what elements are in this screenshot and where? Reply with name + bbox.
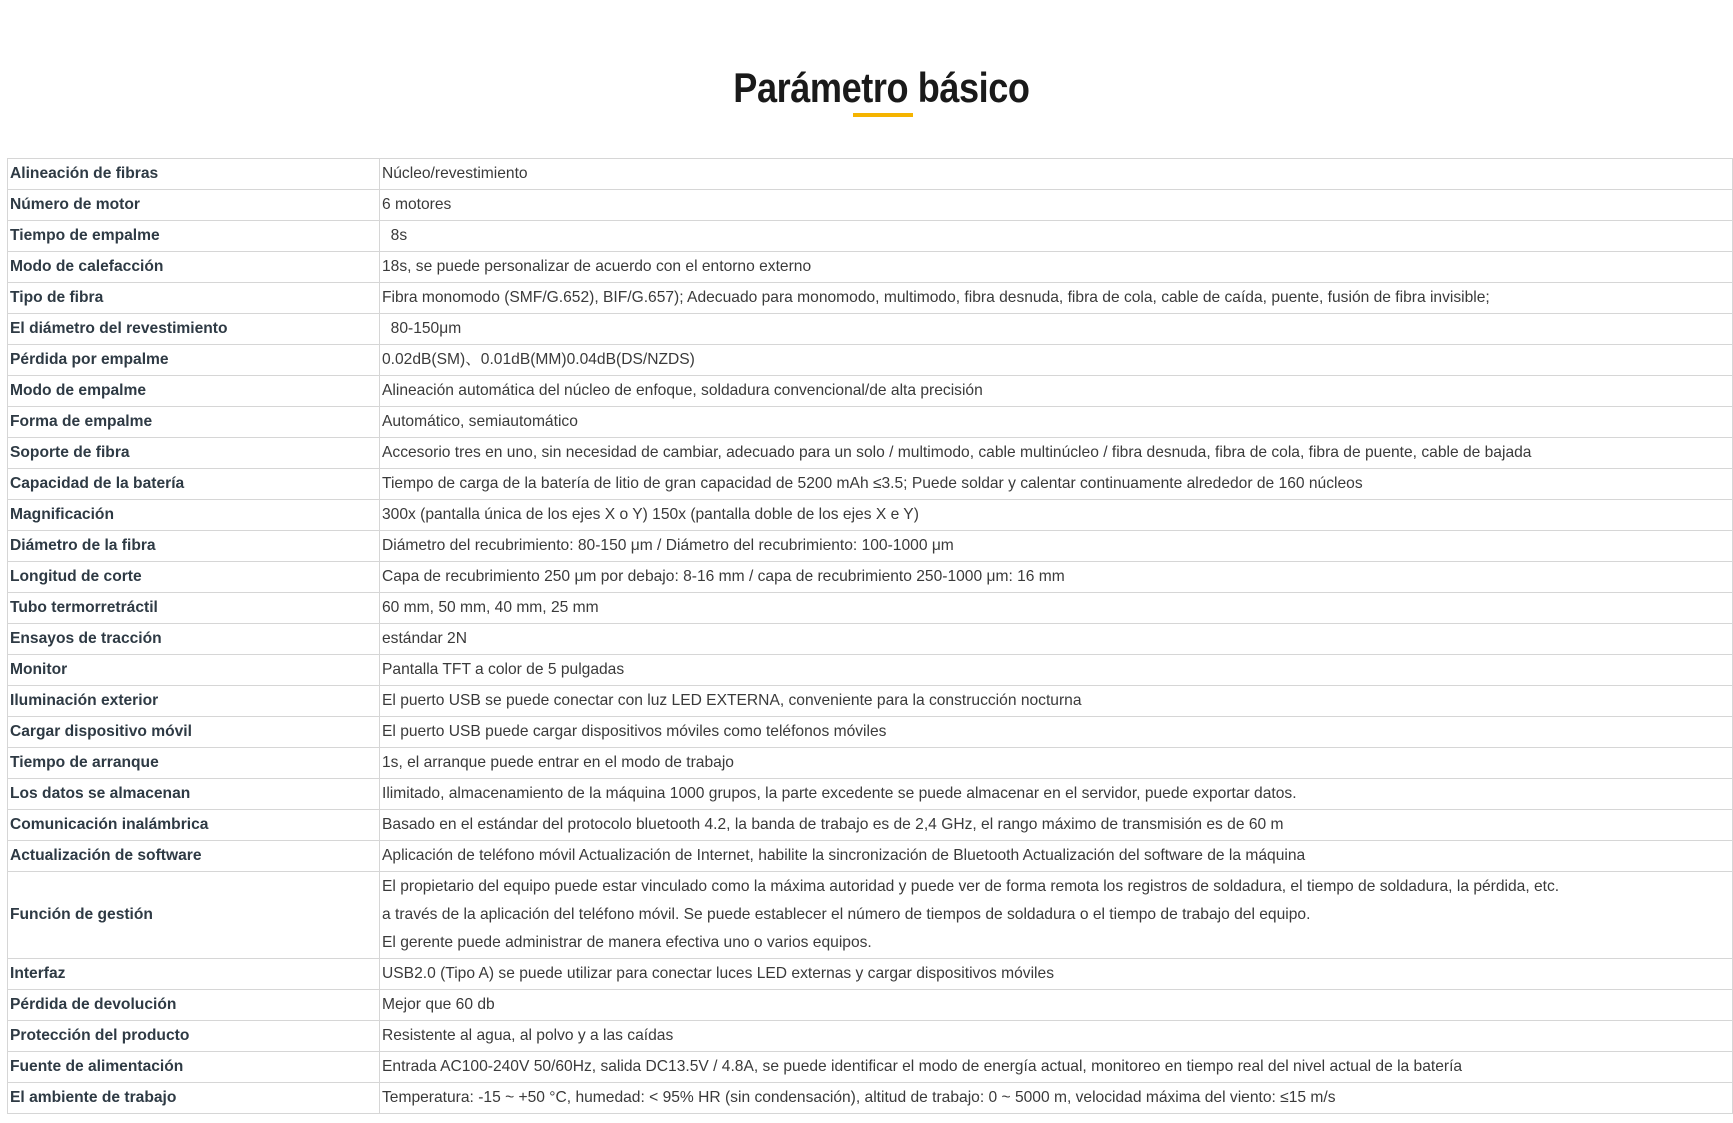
- parameter-value: Núcleo/revestimiento: [380, 159, 1733, 190]
- parameter-label: Tubo termorretráctil: [8, 593, 380, 624]
- parameter-label: Diámetro de la fibra: [8, 531, 380, 562]
- table-row: [8, 959, 1733, 990]
- table-row: [8, 190, 1733, 221]
- table-row: [8, 686, 1733, 717]
- parameter-label: Ensayos de tracción: [8, 624, 380, 655]
- parameters-table-body: [8, 159, 1733, 1114]
- table-row: [8, 624, 1733, 655]
- parameter-label: Fuente de alimentación: [8, 1052, 380, 1083]
- parameter-value: Entrada AC100-240V 50/60Hz, salida DC13.5V / 4.8A, se puede identificar el modo de energía actual, monitoreo en tiempo real del nivel actual de la batería: [380, 1052, 1733, 1083]
- table-row: [8, 810, 1733, 841]
- parameter-value: Basado en el estándar del protocolo bluetooth 4.2, la banda de trabajo es de 2,4 GHz, el rango máximo de transmisión es de 60 m: [380, 810, 1733, 841]
- parameter-label: Magnificación: [8, 500, 380, 531]
- parameter-value: Alineación automática del núcleo de enfoque, soldadura convencional/de alta precisión: [380, 376, 1733, 407]
- parameter-value: 60 mm, 50 mm, 40 mm, 25 mm: [380, 593, 1733, 624]
- parameter-value: 18s, se puede personalizar de acuerdo con el entorno externo: [380, 252, 1733, 283]
- table-row: [8, 841, 1733, 872]
- table-row: [8, 562, 1733, 593]
- table-row: [8, 314, 1733, 345]
- table-row: [8, 376, 1733, 407]
- parameter-label: Interfaz: [8, 959, 380, 990]
- parameter-label: Actualización de software: [8, 841, 380, 872]
- parameter-label: Número de motor: [8, 190, 380, 221]
- parameter-value: Tiempo de carga de la batería de litio de gran capacidad de 5200 mAh ≤3.5; Puede soldar y calentar continuamente alrededor de 160 núcleos: [380, 469, 1733, 500]
- table-row: [8, 159, 1733, 190]
- parameter-label: Protección del producto: [8, 1021, 380, 1052]
- parameter-value: Aplicación de teléfono móvil Actualización de Internet, habilite la sincronización de Bluetooth Actualización del software de la máquina: [380, 841, 1733, 872]
- parameter-label: Modo de calefacción: [8, 252, 380, 283]
- parameter-value: Ilimitado, almacenamiento de la máquina 1000 grupos, la parte excedente se puede almacenar en el servidor, puede exportar datos.: [380, 779, 1733, 810]
- parameter-label: El ambiente de trabajo: [8, 1083, 380, 1114]
- table-row: [8, 779, 1733, 810]
- parameter-value: 6 motores: [380, 190, 1733, 221]
- parameter-label: Soporte de fibra: [8, 438, 380, 469]
- parameter-label: Forma de empalme: [8, 407, 380, 438]
- parameter-value: 0.02dB(SM)、0.01dB(MM)0.04dB(DS/NZDS): [380, 345, 1733, 376]
- parameter-value: Fibra monomodo (SMF/G.652), BIF/G.657); Adecuado para monomodo, multimodo, fibra desnuda, fibra de cola, cable de caída, puente, fusión de fibra invisible;: [380, 283, 1733, 314]
- parameter-value: estándar 2N: [380, 624, 1733, 655]
- table-row: [8, 1052, 1733, 1083]
- parameter-label: Tiempo de empalme: [8, 221, 380, 252]
- parameters-table: [7, 158, 1733, 1114]
- parameter-value: Diámetro del recubrimiento: 80-150 μm / Diámetro del recubrimiento: 100-1000 μm: [380, 531, 1733, 562]
- parameter-label: Monitor: [8, 655, 380, 686]
- parameter-label: Comunicación inalámbrica: [8, 810, 380, 841]
- parameter-label: Capacidad de la batería: [8, 469, 380, 500]
- table-row: [8, 748, 1733, 779]
- parameter-label: El diámetro del revestimiento: [8, 314, 380, 345]
- table-row: [8, 1021, 1733, 1052]
- parameter-label: Función de gestión: [8, 872, 380, 959]
- parameter-label: Tiempo de arranque: [8, 748, 380, 779]
- parameter-value-line: a través de la aplicación del teléfono móvil. Se puede establecer el número de tiempos de soldadura o el tiempo de trabajo del equipo.: [382, 906, 1311, 923]
- parameter-label: Modo de empalme: [8, 376, 380, 407]
- parameter-value: Mejor que 60 db: [380, 990, 1733, 1021]
- table-row: [8, 283, 1733, 314]
- table-row: [8, 500, 1733, 531]
- parameter-value: Capa de recubrimiento 250 μm por debajo: 8-16 mm / capa de recubrimiento 250-1000 μm: 16 mm: [380, 562, 1733, 593]
- table-row: [8, 438, 1733, 469]
- table-row: [8, 221, 1733, 252]
- table-row: [8, 407, 1733, 438]
- parameter-label: Iluminación exterior: [8, 686, 380, 717]
- parameter-value: [380, 872, 1733, 959]
- table-row: [8, 531, 1733, 562]
- parameter-value-line: El propietario del equipo puede estar vinculado como la máxima autoridad y puede ver de forma remota los registros de soldadura, el tiempo de soldadura, la pérdida, etc.: [382, 878, 1560, 895]
- parameter-value: 300x (pantalla única de los ejes X o Y) 150x (pantalla doble de los ejes X e Y): [380, 500, 1733, 531]
- parameter-label: Tipo de fibra: [8, 283, 380, 314]
- parameter-label: Los datos se almacenan: [8, 779, 380, 810]
- parameter-value: El puerto USB se puede conectar con luz LED EXTERNA, conveniente para la construcción nocturna: [380, 686, 1733, 717]
- parameter-value: Temperatura: -15 ~ +50 °C, humedad: < 95% HR (sin condensación), altitud de trabajo: 0 ~ 5000 m, velocidad máxima del viento: ≤15 m/s: [380, 1083, 1733, 1114]
- table-row: [8, 469, 1733, 500]
- table-row: [8, 345, 1733, 376]
- table-row: [8, 872, 1733, 959]
- parameter-value: 1s, el arranque puede entrar en el modo de trabajo: [380, 748, 1733, 779]
- page-title: Parámetro básico: [733, 64, 1030, 112]
- parameter-value-line: El gerente puede administrar de manera efectiva uno o varios equipos.: [382, 934, 872, 951]
- parameter-value: Accesorio tres en uno, sin necesidad de cambiar, adecuado para un solo / multimodo, cable multinúcleo / fibra desnuda, fibra de cola, fibra de puente, cable de bajada: [380, 438, 1733, 469]
- parameter-value: USB2.0 (Tipo A) se puede utilizar para conectar luces LED externas y cargar dispositivos móviles: [380, 959, 1733, 990]
- parameter-value: Automático, semiautomático: [380, 407, 1733, 438]
- parameter-label: Cargar dispositivo móvil: [8, 717, 380, 748]
- table-row: [8, 655, 1733, 686]
- table-row: [8, 1083, 1733, 1114]
- table-row: [8, 252, 1733, 283]
- title-underline: [853, 113, 913, 117]
- parameter-label: Longitud de corte: [8, 562, 380, 593]
- parameter-value: El puerto USB puede cargar dispositivos móviles como teléfonos móviles: [380, 717, 1733, 748]
- parameter-value: Resistente al agua, al polvo y a las caídas: [380, 1021, 1733, 1052]
- parameter-value: 80-150μm: [380, 314, 1733, 345]
- table-row: [8, 593, 1733, 624]
- parameter-value: Pantalla TFT a color de 5 pulgadas: [380, 655, 1733, 686]
- parameter-value: 8s: [380, 221, 1733, 252]
- parameter-label: Alineación de fibras: [8, 159, 380, 190]
- table-row: [8, 717, 1733, 748]
- parameter-label: Pérdida por empalme: [8, 345, 380, 376]
- table-row: [8, 990, 1733, 1021]
- parameter-label: Pérdida de devolución: [8, 990, 380, 1021]
